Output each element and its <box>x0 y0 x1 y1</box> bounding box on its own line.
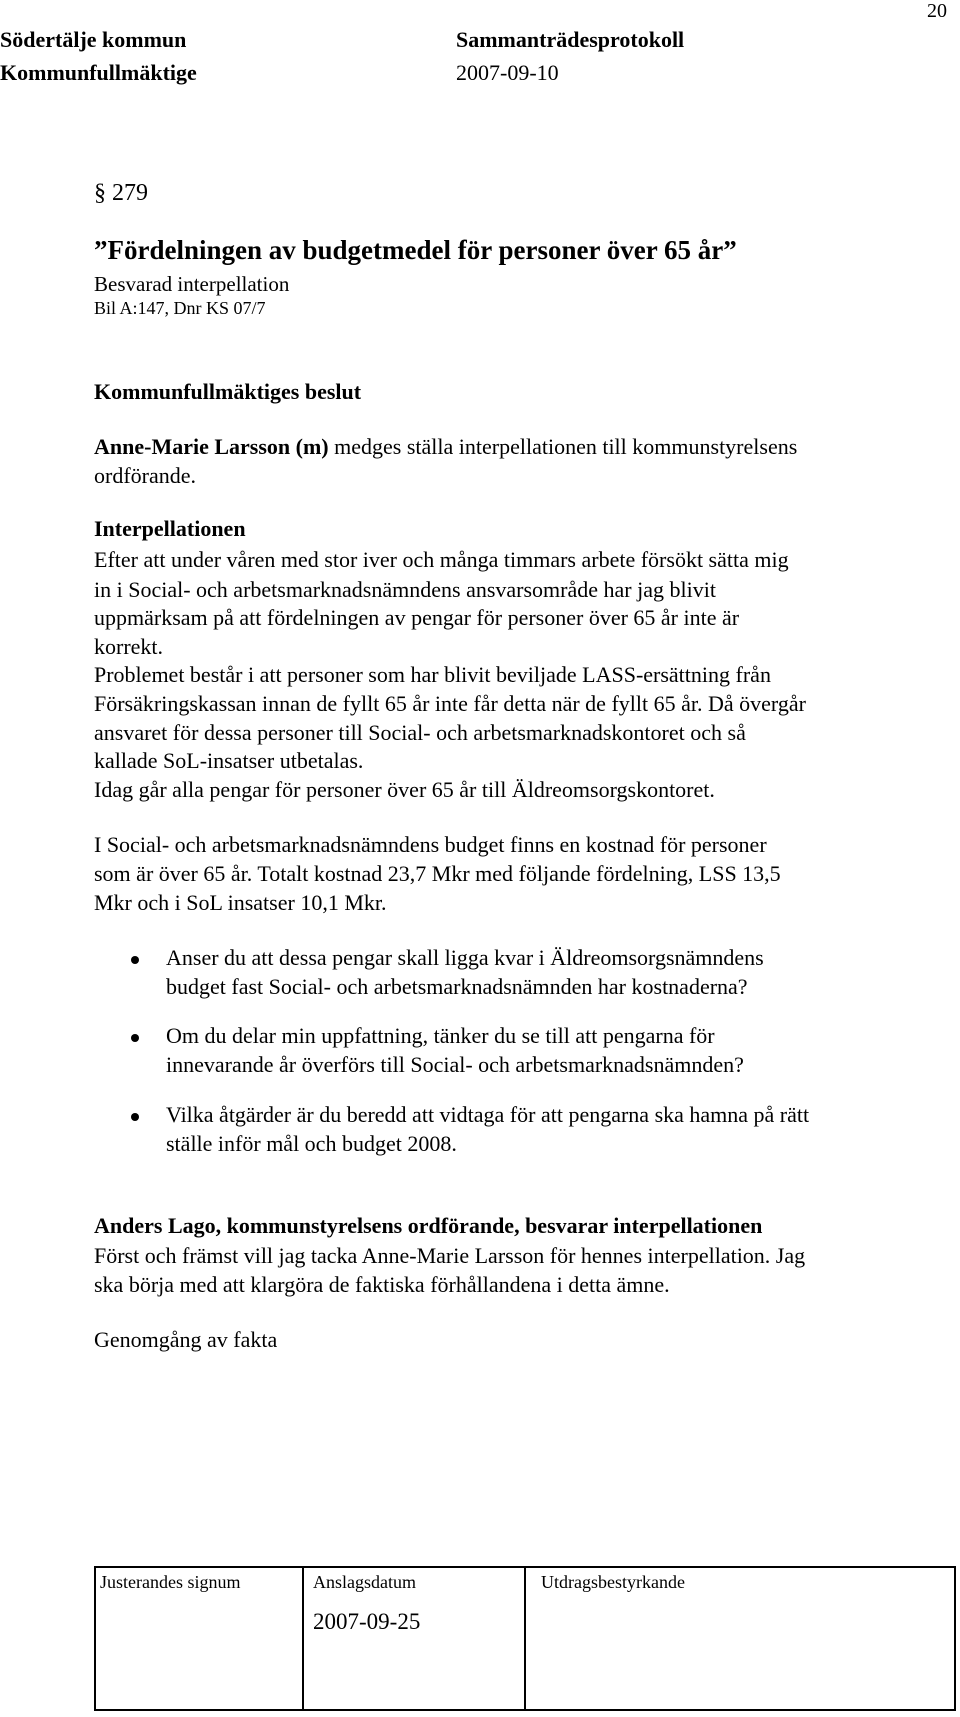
interpellation-line: uppmärksam på att fördelningen av pengar för personer över 65 år inte är <box>94 605 740 630</box>
interpellation-line: korrekt. <box>94 634 164 659</box>
question-line: Vilka åtgärder är du beredd att vidtaga för att pengarna ska hamna på rätt <box>166 1102 810 1127</box>
posting-date: 2007-09-25 <box>313 1609 421 1634</box>
question-line: Om du delar min uppfattning, tänker du se till att pengarna för <box>166 1023 715 1048</box>
decision-heading: Kommunfullmäktiges beslut <box>94 379 362 404</box>
meeting-date: 2007-09-10 <box>456 60 559 85</box>
budget-line: I Social- och arbetsmarknadsnämndens budget finns en kostnad för personer <box>94 832 767 857</box>
footer-signature-table <box>94 1566 956 1711</box>
bullet-icon <box>131 956 139 964</box>
interpellation-line: ansvaret för dessa personer till Social- och arbetsmarknadskontoret och så <box>94 720 746 745</box>
posting-date-label: Anslagsdatum <box>313 1572 416 1592</box>
table-border <box>954 1566 956 1711</box>
close-quote-icon: ” <box>723 235 737 265</box>
section-title: ”Fördelningen av budgetmedel för personer över 65 år” <box>94 235 737 265</box>
question-line: budget fast Social- och arbetsmarknadsnämnden har kostnaderna? <box>166 974 748 999</box>
extract-label: Utdragsbestyrkande <box>541 1572 685 1592</box>
decision-text-cont: ordförande. <box>94 463 197 488</box>
budget-line: Mkr och i SoL insatser 10,1 Mkr. <box>94 890 387 915</box>
interpellation-line: Försäkringskassan innan de fyllt 65 år inte får detta när de fyllt 65 år. Då övergår <box>94 691 806 716</box>
question-line: Anser du att dessa pengar skall ligga kvar i Äldreomsorgsnämndens <box>166 945 764 970</box>
interpellation-line: Problemet består i att personer som har blivit beviljade LASS-ersättning från <box>94 662 771 687</box>
section-sign-icon: § <box>94 180 106 206</box>
section-reference: Bil A:147, Dnr KS 07/7 <box>94 298 266 318</box>
decision-text: Anne-Marie Larsson (m) medges ställa interpellationen till kommunstyrelsens <box>94 434 798 459</box>
interpellation-line: Idag går alla pengar för personer över 65 år till Äldreomsorgskontoret. <box>94 777 715 802</box>
interpellation-line: kallade SoL-insatser utbetalas. <box>94 748 364 773</box>
signum-label: Justerandes signum <box>100 1572 241 1592</box>
fact-review-heading: Genomgång av fakta <box>94 1327 278 1352</box>
section-number: § 279 <box>94 180 148 206</box>
bullet-icon <box>131 1034 139 1042</box>
budget-line: som är över 65 år. Totalt kostnad 23,7 Mkr med följande fördelning, LSS 13,5 <box>94 861 781 886</box>
table-border <box>524 1566 526 1711</box>
decision-person: Anne-Marie Larsson (m) <box>94 434 329 459</box>
interpellation-line: in i Social- och arbetsmarknadsnämndens ansvarsområde har jag blivit <box>94 577 716 602</box>
section-subtitle: Besvarad interpellation <box>94 272 290 296</box>
table-border <box>94 1566 96 1711</box>
open-quote-icon: ” <box>94 235 108 265</box>
table-border <box>302 1566 304 1711</box>
document-type: Sammanträdesprotokoll <box>456 27 685 52</box>
page-number: 20 <box>927 0 947 22</box>
question-line: innevarande år överförs till Social- och arbetsmarknadsnämnden? <box>166 1052 744 1077</box>
municipality-name: Södertälje kommun <box>0 27 187 52</box>
question-line: ställe inför mål och budget 2008. <box>166 1131 457 1156</box>
answer-heading: Anders Lago, kommunstyrelsens ordförande, besvarar interpellationen <box>94 1213 763 1238</box>
answer-line: Först och främst vill jag tacka Anne-Marie Larsson för hennes interpellation. Jag <box>94 1243 806 1268</box>
assembly-name: Kommunfullmäktige <box>0 60 197 85</box>
answer-line: ska börja med att klargöra de faktiska förhållandena i detta ämne. <box>94 1272 670 1297</box>
interpellation-heading: Interpellationen <box>94 516 246 541</box>
interpellation-line: Efter att under våren med stor iver och många timmars arbete försökt sätta mig <box>94 547 789 572</box>
bullet-icon <box>131 1113 139 1121</box>
